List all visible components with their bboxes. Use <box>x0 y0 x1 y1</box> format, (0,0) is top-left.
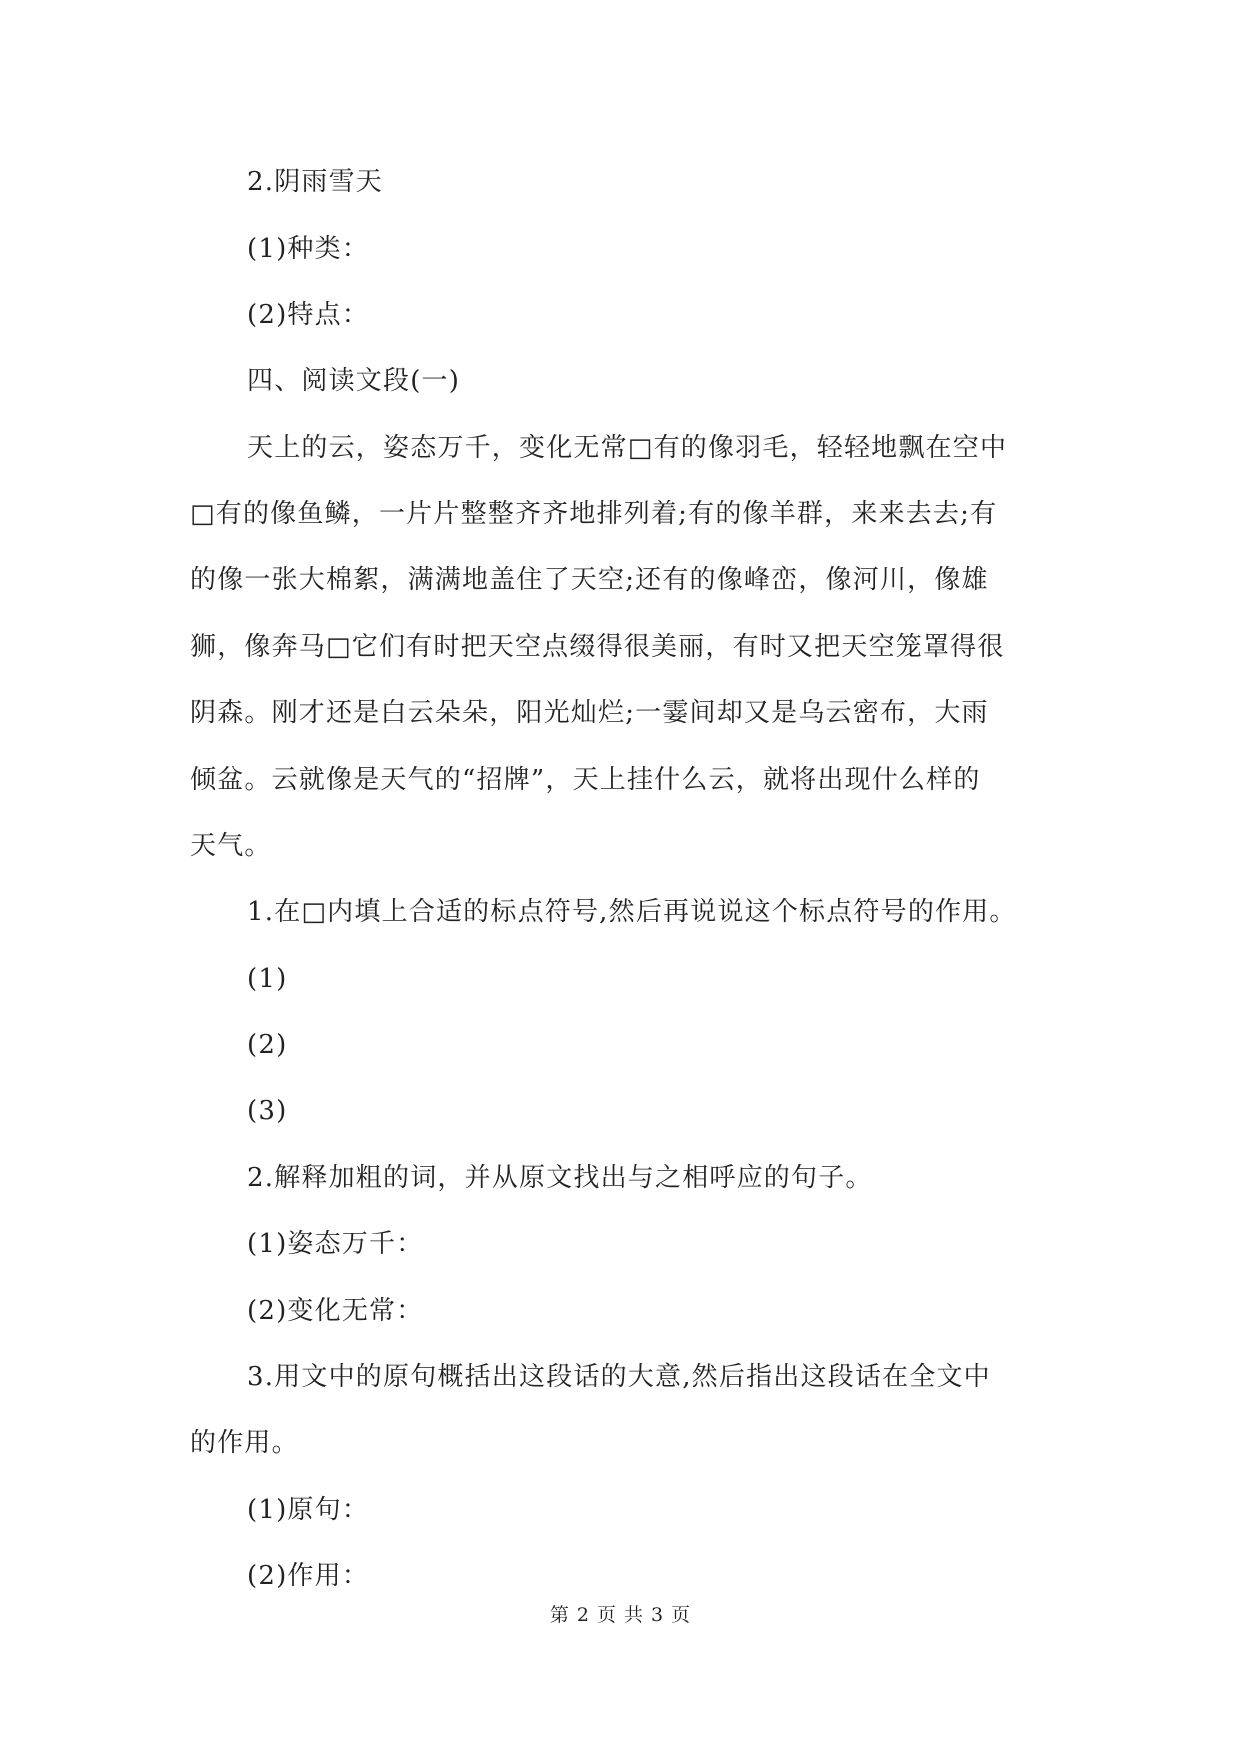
passage-line-6: 倾盆。云就像是天气的“招牌”，天上挂什么云，就将出现什么样的 <box>190 765 981 795</box>
passage-line-5: 阴森。刚才还是白云朵朵，阳光灿烂;一霎间却又是乌云密布，大雨 <box>190 698 989 728</box>
question-2-item-1: (1)姿态万千： <box>247 1229 424 1259</box>
passage-line-1: 天上的云，姿态万千，变化无常□有的像羽毛，轻轻地飘在空中 <box>247 433 1008 463</box>
passage-line-4: 狮，像奔马□它们有时把天空点缀得很美丽，有时又把天空笼罩得很 <box>190 632 1005 662</box>
section-heading-overcast-rain-snow: 2.阴雨雪天 <box>247 167 384 197</box>
question-3-item-original: (1)原句： <box>247 1495 370 1525</box>
passage-line-7: 天气。 <box>190 831 272 861</box>
answer-blank-3: (3) <box>247 1096 288 1126</box>
passage-line-3: 的像一张大棉絮，满满地盖住了天空;还有的像峰峦，像河川，像雄 <box>190 565 989 595</box>
question-3-summary: 3.用文中的原句概括出这段话的大意,然后指出这段话在全文中 <box>247 1362 991 1392</box>
question-features: (2)特点： <box>247 300 370 330</box>
page-number-footer: 第 2 页 共 3 页 <box>549 1604 692 1626</box>
question-2-explain-words: 2.解释加粗的词，并从原文找出与之相呼应的句子。 <box>247 1163 873 1193</box>
question-1-punctuation: 1.在□内填上合适的标点符号,然后再说说这个标点符号的作用。 <box>247 897 1017 927</box>
question-types: (1)种类： <box>247 234 370 264</box>
answer-blank-1: (1) <box>247 964 288 994</box>
answer-blank-2: (2) <box>247 1030 288 1060</box>
reading-section-heading: 四、阅读文段(一) <box>247 366 461 396</box>
question-2-item-2: (2)变化无常： <box>247 1296 424 1326</box>
question-3-continuation: 的作用。 <box>190 1428 299 1458</box>
question-3-item-function: (2)作用： <box>247 1561 370 1591</box>
passage-line-2: □有的像鱼鳞，一片片整整齐齐地排列着;有的像羊群，来来去去;有 <box>190 499 998 529</box>
